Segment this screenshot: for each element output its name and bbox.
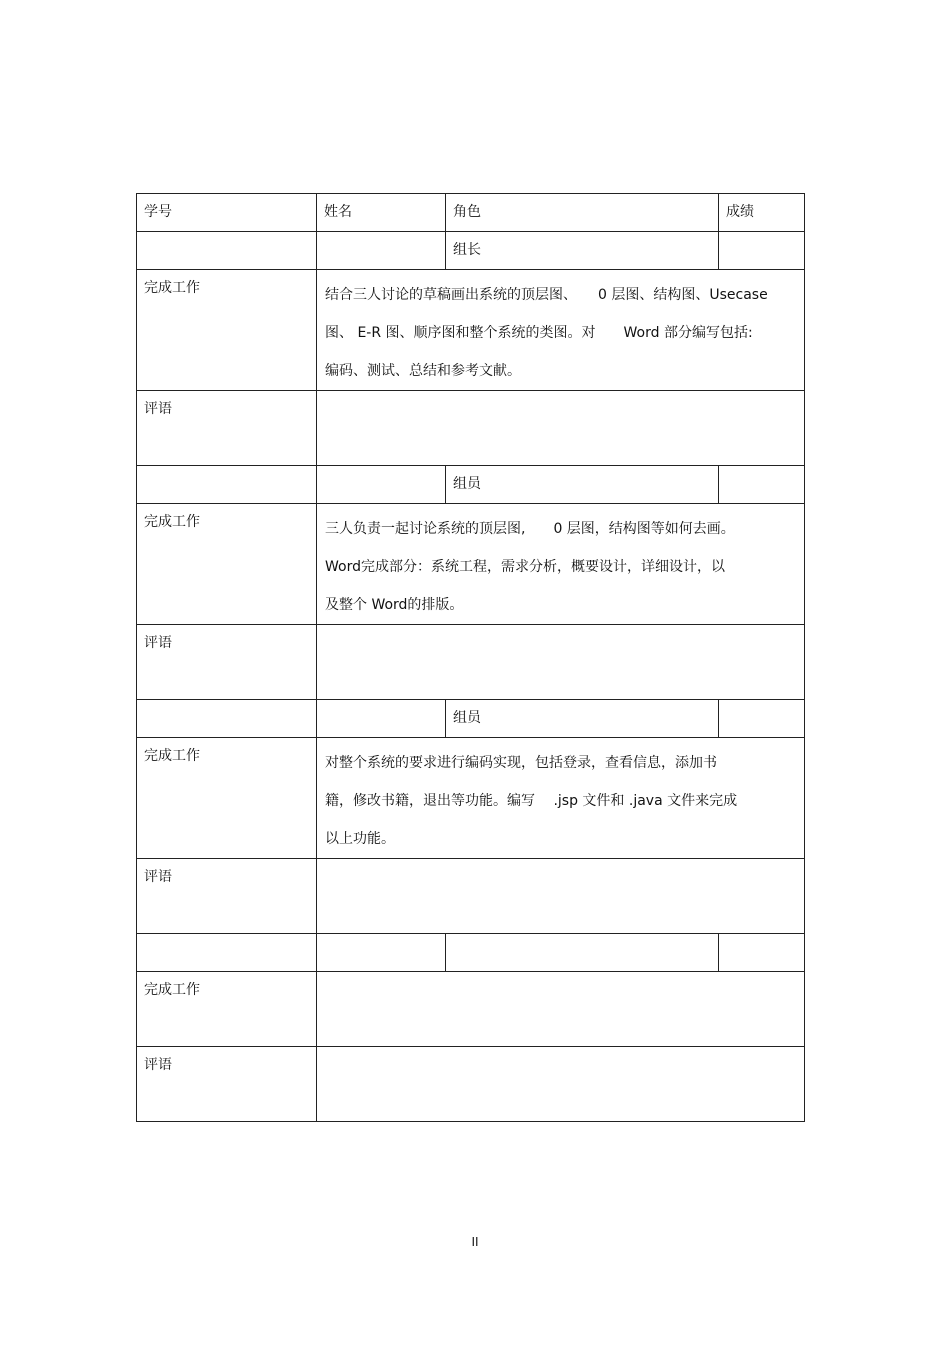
name-cell [317, 232, 446, 270]
role-cell [446, 934, 719, 972]
comment-content-cell [317, 625, 805, 700]
grade-cell [719, 466, 805, 504]
grade-cell [719, 700, 805, 738]
comment-content-cell [317, 859, 805, 934]
header-cell-role: 角色 [446, 194, 719, 232]
name-cell [317, 466, 446, 504]
comment-content-cell [317, 391, 805, 466]
work-line: 图、 E-R 图、顺序图和整个系统的类图。对 Word 部分编写包括: [325, 325, 753, 341]
name-cell [317, 934, 446, 972]
comment-label-cell: 评语 [137, 1047, 317, 1122]
comment-label-cell: 评语 [137, 859, 317, 934]
role-cell: 组长 [446, 232, 719, 270]
work-content-cell [317, 504, 805, 625]
work-label-cell: 完成工作 [137, 738, 317, 859]
student-id-cell [137, 232, 317, 270]
table-row [137, 972, 805, 1047]
student-id-cell [137, 466, 317, 504]
work-content-cell [317, 738, 805, 859]
comment-content-cell [317, 1047, 805, 1122]
work-line: 结合三人讨论的草稿画出系统的顶层图、 0 层图、结构图、Usecase [325, 287, 768, 303]
table-row [137, 1047, 805, 1122]
page-number: II [471, 1235, 479, 1249]
group-grade-table [136, 193, 805, 1122]
grade-cell [719, 934, 805, 972]
student-id-cell [137, 934, 317, 972]
work-label-cell: 完成工作 [137, 972, 317, 1047]
work-line: 及整个 Word的排版。 [325, 597, 464, 613]
work-content-cell [317, 972, 805, 1047]
work-label-cell: 完成工作 [137, 270, 317, 391]
table-row [137, 270, 805, 391]
work-content-cell [317, 270, 805, 391]
table-row [137, 700, 805, 738]
table-row [137, 625, 805, 700]
role-cell: 组员 [446, 700, 719, 738]
header-cell-name: 姓名 [317, 194, 446, 232]
work-line: 编码、测试、总结和参考文献。 [325, 363, 521, 379]
work-line: 对整个系统的要求进行编码实现，包括登录，查看信息，添加书 [325, 755, 717, 771]
grade-cell [719, 232, 805, 270]
table-header-row [137, 194, 805, 232]
table-row [137, 934, 805, 972]
table-row [137, 738, 805, 859]
work-line: 以上功能。 [325, 831, 395, 847]
header-cell-grade: 成绩 [719, 194, 805, 232]
work-line: 籍，修改书籍，退出等功能。编写 .jsp 文件和 .java 文件来完成 [325, 793, 738, 809]
table-row [137, 504, 805, 625]
comment-label-cell: 评语 [137, 391, 317, 466]
table-row [137, 391, 805, 466]
comment-label-cell: 评语 [137, 625, 317, 700]
header-cell-student-id: 学号 [137, 194, 317, 232]
role-cell: 组员 [446, 466, 719, 504]
student-id-cell [137, 700, 317, 738]
table-row [137, 232, 805, 270]
work-line: Word完成部分：系统工程，需求分析，概要设计，详细设计，以 [325, 559, 725, 575]
work-label-cell: 完成工作 [137, 504, 317, 625]
work-line: 三人负责一起讨论系统的顶层图, 0 层图，结构图等如何去画。 [325, 521, 735, 537]
table-row [137, 859, 805, 934]
name-cell [317, 700, 446, 738]
table-row [137, 466, 805, 504]
